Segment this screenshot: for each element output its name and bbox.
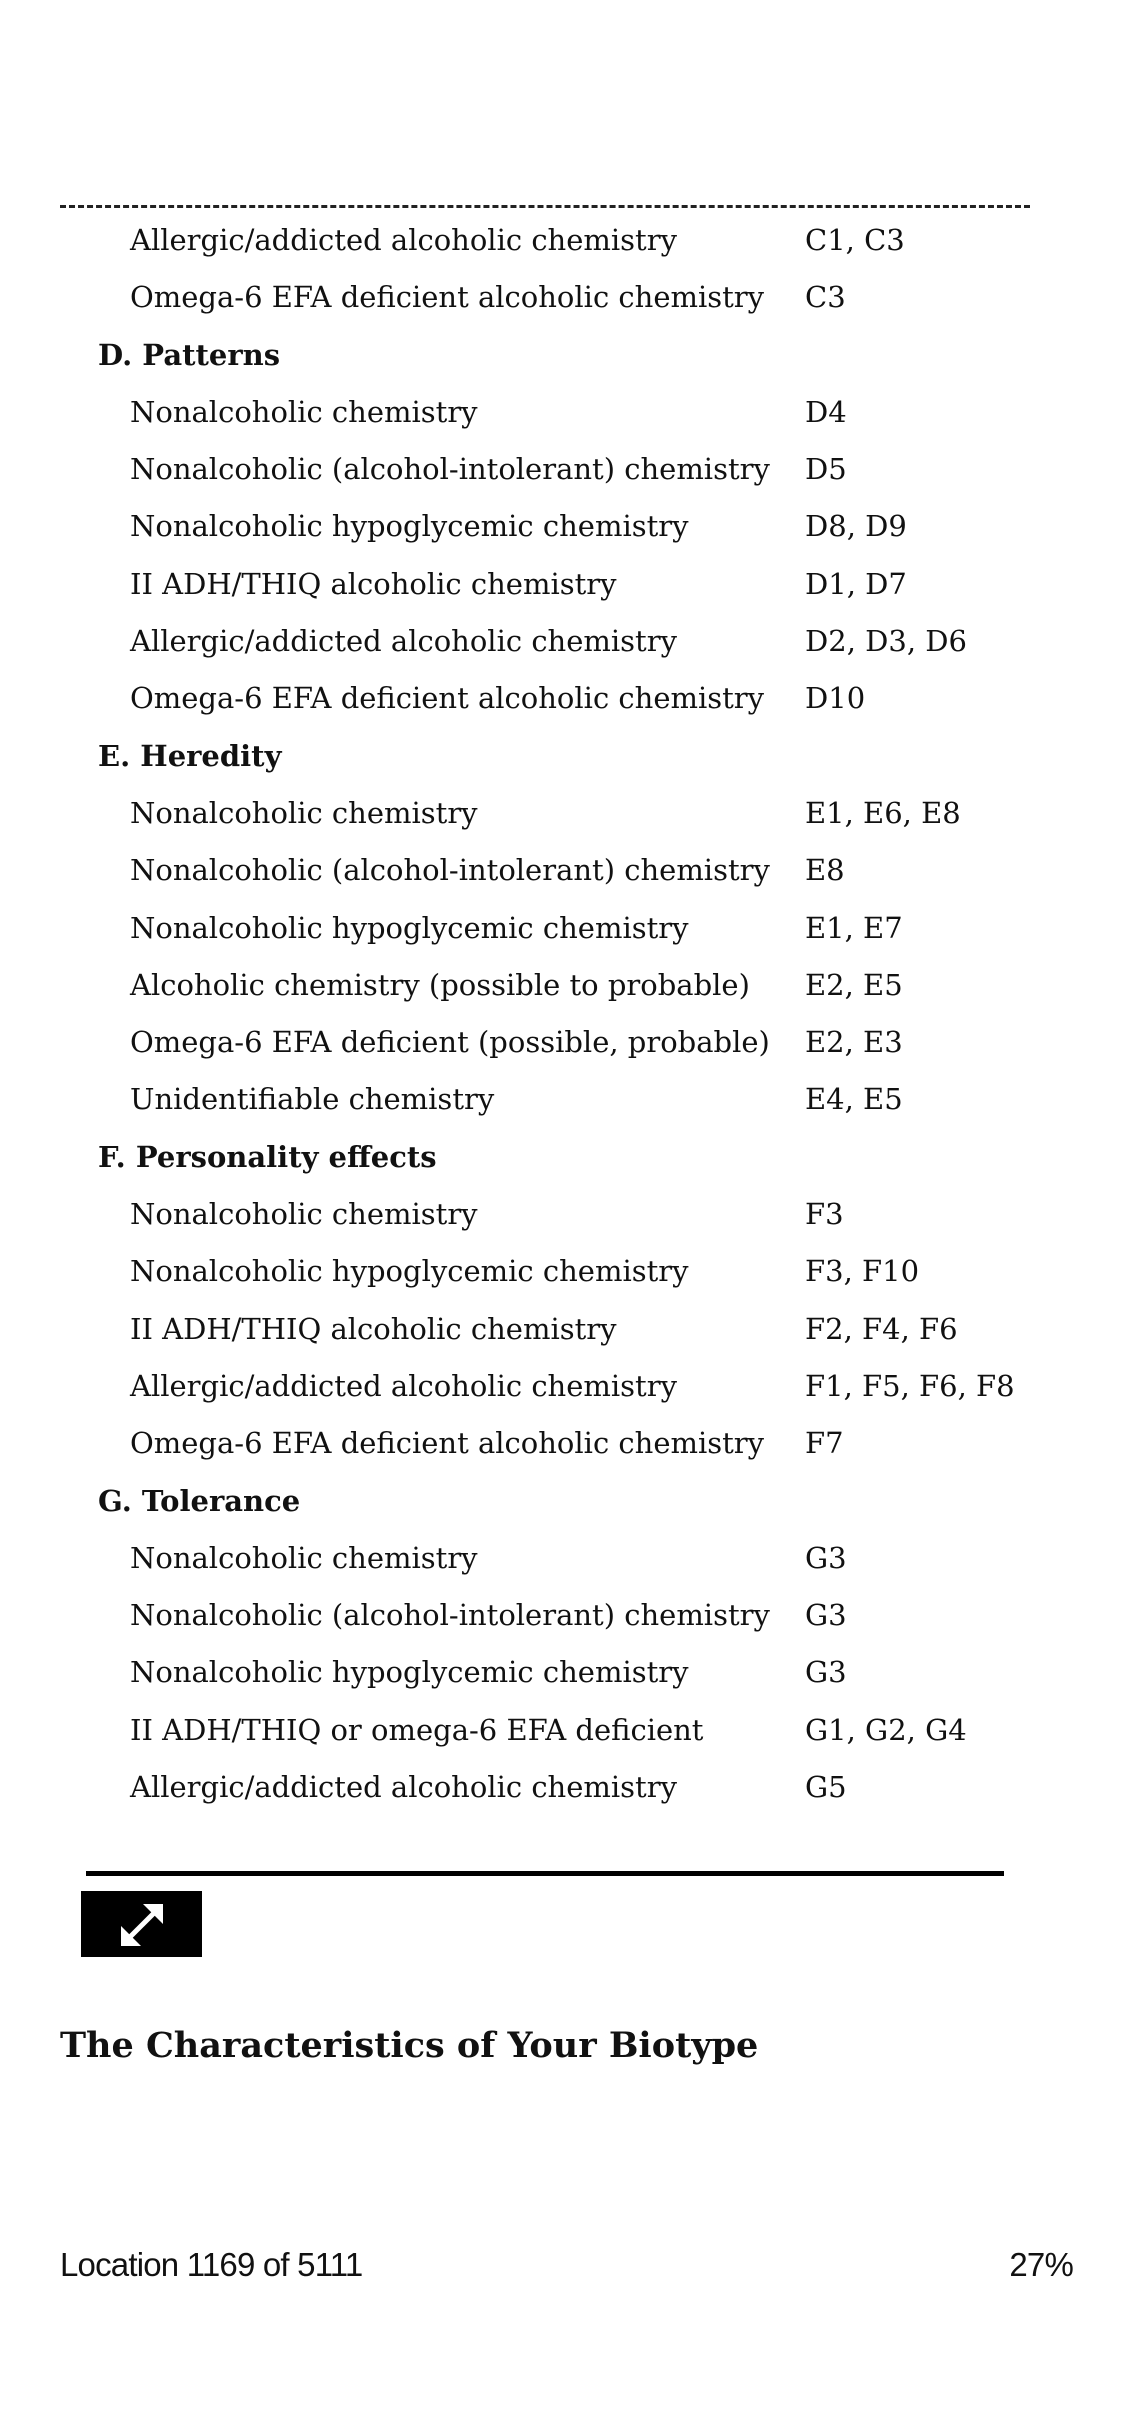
row-code: F2, F4, F6 — [805, 1311, 958, 1346]
table-row — [0, 785, 1125, 842]
section-label: F. Personality effects — [98, 1139, 437, 1174]
row-code: G3 — [805, 1598, 847, 1633]
row-code: E8 — [805, 853, 845, 888]
row-code: D1, D7 — [805, 566, 907, 601]
row-code: E2, E5 — [805, 967, 903, 1002]
table-row — [0, 1644, 1125, 1701]
section-heading: The Characteristics of Your Biotype — [60, 2025, 759, 2066]
row-code: D8, D9 — [805, 509, 907, 544]
table-top-dashed-rule — [60, 205, 1030, 208]
table-row — [0, 384, 1125, 441]
row-label: Allergic/addicted alcoholic chemistry — [130, 1770, 677, 1805]
row-label: Omega-6 EFA deficient alcoholic chemistry — [130, 1426, 765, 1461]
table-bottom-rule — [86, 1871, 1004, 1876]
row-label: Nonalcoholic hypoglycemic chemistry — [130, 910, 689, 945]
row-code: G3 — [805, 1540, 847, 1575]
section-label: D. Patterns — [98, 337, 281, 372]
section-header-personality-effects — [0, 1129, 1125, 1186]
row-label: Nonalcoholic hypoglycemic chemistry — [130, 1655, 689, 1690]
row-code: F1, F5, F6, F8 — [805, 1368, 1015, 1403]
table-row — [0, 1415, 1125, 1472]
row-label: Nonalcoholic hypoglycemic chemistry — [130, 509, 689, 544]
table-row — [0, 1243, 1125, 1300]
row-label: II ADH/THIQ alcoholic chemistry — [130, 566, 617, 601]
row-label: Alcoholic chemistry (possible to probable) — [130, 967, 750, 1002]
table-row — [0, 1587, 1125, 1644]
row-code: E1, E7 — [805, 910, 903, 945]
table-row — [0, 1301, 1125, 1358]
row-code: D4 — [805, 394, 847, 429]
table-row — [0, 556, 1125, 613]
table-row — [0, 1014, 1125, 1071]
table-row — [0, 670, 1125, 727]
row-code: E1, E6, E8 — [805, 795, 961, 830]
section-header-heredity — [0, 728, 1125, 785]
table-row — [0, 498, 1125, 555]
row-code: G3 — [805, 1655, 847, 1690]
row-label: Unidentifiable chemistry — [130, 1082, 495, 1117]
row-label: Nonalcoholic chemistry — [130, 1540, 478, 1575]
row-code: D2, D3, D6 — [805, 624, 967, 659]
row-code: C3 — [805, 280, 846, 315]
row-label: II ADH/THIQ or omega-6 EFA deficient — [130, 1712, 704, 1747]
row-label: Nonalcoholic hypoglycemic chemistry — [130, 1254, 689, 1289]
section-header-tolerance — [0, 1473, 1125, 1530]
row-code: D10 — [805, 681, 866, 716]
reading-progress-percent[interactable]: 27% — [1009, 2246, 1073, 2283]
row-label: II ADH/THIQ alcoholic chemistry — [130, 1311, 617, 1346]
row-label: Nonalcoholic chemistry — [130, 795, 478, 830]
row-label: Omega-6 EFA deficient (possible, probable) — [130, 1025, 770, 1060]
table-row — [0, 1530, 1125, 1587]
biotype-table — [0, 212, 1125, 1816]
row-label: Allergic/addicted alcoholic chemistry — [130, 223, 677, 257]
table-row — [0, 957, 1125, 1014]
row-label: Nonalcoholic chemistry — [130, 1197, 478, 1232]
row-label: Allergic/addicted alcoholic chemistry — [130, 624, 677, 659]
row-code: F3 — [805, 1197, 844, 1232]
table-row — [0, 1759, 1125, 1816]
expand-table-button[interactable] — [81, 1891, 202, 1957]
table-row — [0, 613, 1125, 670]
row-code: D5 — [805, 452, 847, 487]
row-label: Nonalcoholic (alcohol-intolerant) chemistry — [130, 452, 770, 487]
table-row — [0, 1071, 1125, 1128]
section-header-patterns — [0, 327, 1125, 384]
table-row — [0, 1702, 1125, 1759]
table-row — [0, 212, 1125, 269]
table-row — [0, 1358, 1125, 1415]
reading-location[interactable]: Location 1169 of 5111 — [60, 2246, 363, 2283]
row-label: Allergic/addicted alcoholic chemistry — [130, 1368, 677, 1403]
row-code: G1, G2, G4 — [805, 1712, 967, 1747]
table-row — [0, 441, 1125, 498]
section-label: G. Tolerance — [98, 1483, 301, 1518]
section-label: E. Heredity — [98, 738, 282, 773]
row-label: Nonalcoholic (alcohol-intolerant) chemistry — [130, 853, 770, 888]
table-row — [0, 842, 1125, 899]
row-code: F7 — [805, 1426, 844, 1461]
table-row — [0, 1186, 1125, 1243]
row-label: Nonalcoholic (alcohol-intolerant) chemistry — [130, 1598, 770, 1633]
row-code: E4, E5 — [805, 1082, 903, 1117]
row-label: Nonalcoholic chemistry — [130, 394, 478, 429]
table-row — [0, 900, 1125, 957]
table-row — [0, 269, 1125, 326]
expand-arrows-icon — [117, 1900, 167, 1950]
row-code: E2, E3 — [805, 1025, 903, 1060]
row-code: G5 — [805, 1770, 847, 1805]
row-label: Omega-6 EFA deficient alcoholic chemistry — [130, 681, 765, 716]
row-label: Omega-6 EFA deficient alcoholic chemistry — [130, 280, 765, 315]
row-code: F3, F10 — [805, 1254, 920, 1289]
row-code: C1, C3 — [805, 223, 905, 257]
